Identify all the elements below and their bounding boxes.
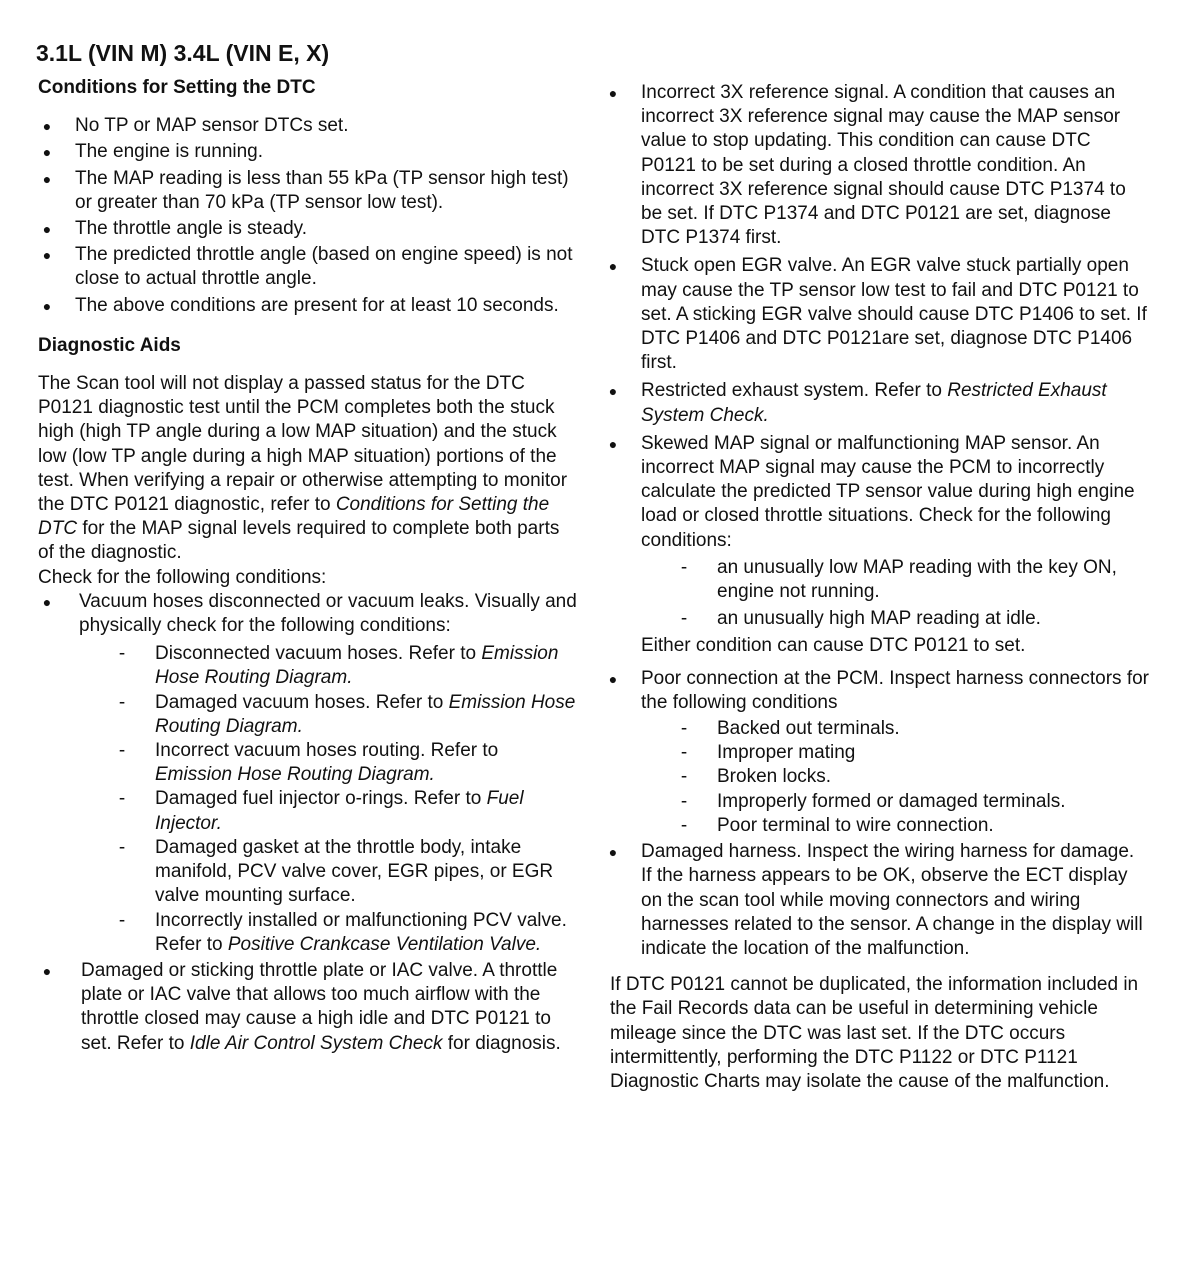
condition-item: ● No TP or MAP sensor DTCs set. bbox=[38, 114, 578, 138]
left-column bbox=[38, 76, 578, 1058]
throttle-item: ● Damaged or sticking throttle plate or IAC valve. A throttle plate or IAC valve that allows too much airflow with the throttle closed may cause a high idle and DTC P0121 to set. Refer to Idle Air Control System Check for diagnosis. bbox=[38, 959, 578, 1056]
bullet-icon: ● bbox=[42, 170, 52, 187]
right-column bbox=[604, 81, 1149, 1094]
map-after-text: Either condition can cause DTC P0121 to set. bbox=[641, 635, 1026, 657]
dash-icon: - bbox=[118, 740, 126, 762]
bullet-icon: ● bbox=[608, 670, 618, 687]
condition-item: ● The throttle angle is steady. bbox=[38, 217, 578, 241]
sub-item: - Incorrect vacuum hoses routing. Refer to Emission Hose Routing Diagram. bbox=[115, 739, 578, 787]
sub-item: - Improper mating bbox=[677, 741, 1149, 765]
reference-signal-item: ● Incorrect 3X reference signal. A condition that causes an incorrect 3X reference signal may cause the MAP sensor value to stop updating. This condition can cause DTC P0121 to be set during a closed throttle condition. An incorrect 3X reference signal should cause DTC P1374 to be set. If DTC P1374 and DTC P0121 are set, diagnose DTC P1374 first. bbox=[604, 81, 1149, 250]
sub-item: - Disconnected vacuum hoses. Refer to Emission Hose Routing Diagram. bbox=[115, 642, 578, 690]
check-conditions-text: Check for the following conditions: bbox=[38, 566, 327, 588]
pcm-sublist bbox=[677, 717, 1149, 838]
dash-icon: - bbox=[680, 608, 688, 630]
bullet-icon: ● bbox=[608, 258, 618, 275]
sub-item: - Poor terminal to wire connection. bbox=[677, 814, 1149, 838]
bullet-icon: ● bbox=[42, 221, 52, 238]
sub-item: - Improperly formed or damaged terminals. bbox=[677, 790, 1149, 814]
sub-item: - Incorrectly installed or malfunctioning PCV valve. Refer to Positive Crankcase Ventilation Valve. bbox=[115, 909, 578, 957]
condition-item: ● The engine is running. bbox=[38, 140, 578, 164]
bullet-icon: ● bbox=[608, 85, 618, 101]
aids-right-list bbox=[604, 81, 1149, 961]
cross-reference: Conditions for Setting the DTC bbox=[38, 494, 550, 540]
bullet-icon: ● bbox=[608, 435, 618, 452]
dash-icon: - bbox=[118, 836, 126, 858]
dash-icon: - bbox=[680, 814, 688, 836]
diagnostic-aids-heading: Diagnostic Aids bbox=[38, 334, 181, 356]
bullet-icon: ● bbox=[608, 844, 618, 861]
bullet-icon: ● bbox=[42, 297, 52, 314]
bullet-icon: ● bbox=[42, 593, 52, 610]
dash-icon: - bbox=[118, 788, 126, 810]
bullet-icon: ● bbox=[608, 383, 618, 400]
page-title: 3.1L (VIN M) 3.4L (VIN E, X) bbox=[36, 40, 330, 66]
dash-icon: - bbox=[118, 909, 126, 931]
sub-item: - an unusually low MAP reading with the key ON, engine not running. bbox=[677, 556, 1149, 604]
dash-icon: - bbox=[680, 742, 688, 764]
dash-icon: - bbox=[680, 790, 688, 812]
bullet-icon: ● bbox=[42, 118, 52, 135]
sub-item: - Damaged fuel injector o-rings. Refer to Fuel Injector. bbox=[115, 787, 578, 835]
dash-icon: - bbox=[118, 643, 126, 665]
sub-item: - an unusually high MAP reading at idle. bbox=[677, 607, 1149, 631]
map-sensor-item: ● Skewed MAP signal or malfunctioning MAP sensor. An incorrect MAP signal may cause the PCM to incorrectly calculate the predicted TP sensor value during high engine load or closed throttle situations. Check for the following conditions: - an unusually low MAP reading with the key ON, engine not running. - an unusually high MAP reading at idle. Either condition can cause DTC P0121 to set. bbox=[604, 432, 1149, 659]
bullet-icon: ● bbox=[42, 962, 52, 979]
harness-item: ● Damaged harness. Inspect the wiring harness for damage. If the harness appears to be OK, observe the ECT display on the scan tool while moving connectors and wiring harnesses related to the sensor. A change in the display will indicate the location of the malfunction. bbox=[604, 840, 1149, 961]
sub-item: - Broken locks. bbox=[677, 765, 1149, 789]
pcm-connection-item: ● Poor connection at the PCM. Inspect harness connectors for the following conditions - Backed out terminals. - Improper mating - Broken locks. - Improperly formed or damaged terminals. - Poor terminal to wire connection. bbox=[604, 667, 1149, 838]
condition-item: ● The above conditions are present for at least 10 seconds. bbox=[38, 294, 578, 318]
bullet-icon: ● bbox=[42, 144, 52, 161]
dash-icon: - bbox=[680, 766, 688, 788]
condition-item: ● The predicted throttle angle (based on engine speed) is not close to actual throttle angle. bbox=[38, 243, 578, 291]
aids-left-list bbox=[38, 590, 578, 1056]
exhaust-item: ● Restricted exhaust system. Refer to Restricted Exhaust System Check. bbox=[604, 379, 1149, 427]
diagnostic-aids-intro: The Scan tool will not display a passed status for the DTC P0121 diagnostic test until the PCM completes both the stuck high (high TP angle during a low MAP situation) and the stuck low (low TP angle during a high MAP situation) portions of the test. When verifying a repair or otherwise attempting to monitor the DTC P0121 diagnostic, refer to Conditions for Setting the DTC for the MAP signal levels required to complete both parts of the diagnostic. bbox=[38, 373, 568, 564]
egr-item: ● Stuck open EGR valve. An EGR valve stuck partially open may cause the TP sensor low test to fail and DTC P0121 to set. A sticking EGR valve should cause DTC P1406 to set. If DTC P1406 and DTC P0121are set, diagnose DTC P1406 first. bbox=[604, 254, 1149, 375]
bullet-icon: ● bbox=[42, 247, 52, 264]
conditions-heading: Conditions for Setting the DTC bbox=[38, 77, 316, 98]
sub-item: - Damaged vacuum hoses. Refer to Emission Hose Routing Diagram. bbox=[115, 691, 578, 739]
condition-item: ● The MAP reading is less than 55 kPa (TP sensor high test) or greater than 70 kPa (TP sensor low test). bbox=[38, 167, 578, 215]
conditions-list bbox=[38, 114, 578, 318]
dash-icon: - bbox=[680, 718, 688, 740]
sub-item: - Backed out terminals. bbox=[677, 717, 1149, 741]
closing-paragraph: If DTC P0121 cannot be duplicated, the information included in the Fail Records data can be useful in determining vehicle mileage since the DTC was last set. If the DTC occurs intermittently, performing the DTC P1122 or DTC P1121 Diagnostic Charts may isolate the cause of the malfunction. bbox=[610, 974, 1139, 1092]
vacuum-item: ● Vacuum hoses disconnected or vacuum leaks. Visually and physically check for the following conditions: - Disconnected vacuum hoses. Refer to Emission Hose Routing Diagram. - Damaged vacuum hoses. Refer to Emission Hose Routing Diagram. - Incorrect vacuum hoses routing. Refer to Emission Hose Routing Diagram. - Damaged fuel injector o-rings. Refer to Fuel Injector. - Damaged gasket at the throttle body, intake manifold, PCV valve cover, EGR pipes, or EGR valve mounting surface. - Incorrectly installed or malfunctioning PCV valve. Refer to Positive Crankcase Ventilation Valve. bbox=[38, 590, 578, 957]
vacuum-sublist bbox=[115, 642, 578, 957]
dash-icon: - bbox=[680, 556, 688, 578]
sub-item: - Damaged gasket at the throttle body, intake manifold, PCV valve cover, EGR pipes, or EGR valve mounting surface. bbox=[115, 836, 578, 909]
dash-icon: - bbox=[118, 691, 126, 713]
map-sublist bbox=[677, 556, 1149, 632]
